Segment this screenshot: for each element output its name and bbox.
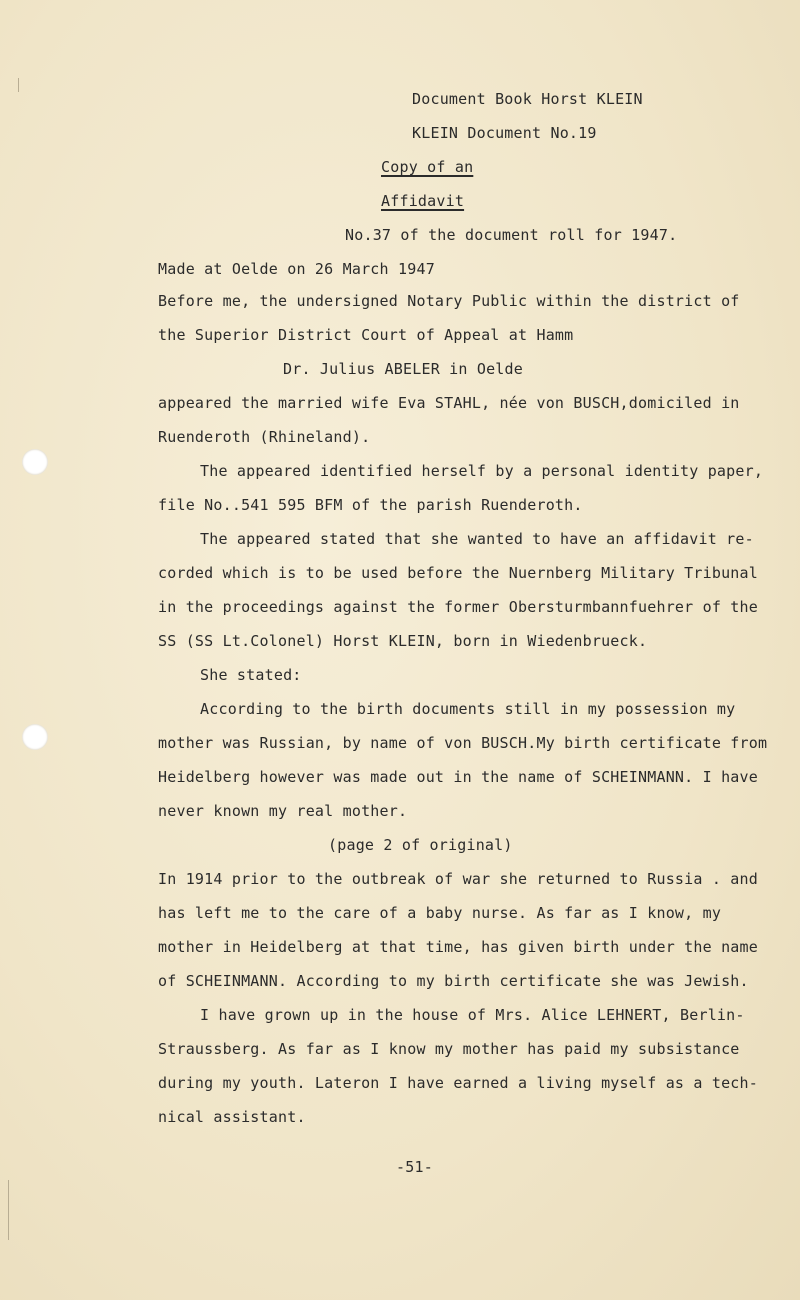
body-text: mother in Heidelberg at that time, has given birth under the name — [158, 938, 758, 956]
copy-of-heading: Copy of an — [381, 158, 474, 176]
document-roll-number: No.37 of the document roll for 1947. — [345, 226, 678, 244]
body-text: SS (SS Lt.Colonel) Horst KLEIN, born in Wiedenbrueck. — [158, 632, 648, 650]
body-text: appeared the married wife Eva STAHL, née von BUSCH,domiciled in — [158, 394, 740, 412]
document-number: KLEIN Document No.19 — [412, 124, 597, 142]
page-2-marker: (page 2 of original) — [328, 836, 513, 854]
body-text: the Superior District Court of Appeal at Hamm — [158, 326, 574, 344]
body-text: The appeared stated that she wanted to have an affidavit re- — [200, 530, 754, 548]
page-number: -51- — [396, 1158, 433, 1176]
body-text: The appeared identified herself by a personal identity paper, — [200, 462, 764, 480]
punch-hole — [22, 724, 48, 750]
punch-hole — [22, 449, 48, 475]
body-text: nical assistant. — [158, 1108, 306, 1126]
she-stated-line: She stated: — [200, 666, 302, 684]
body-text: of SCHEINMANN. According to my birth certificate she was Jewish. — [158, 972, 749, 990]
document-book-title: Document Book Horst KLEIN — [412, 90, 643, 108]
body-text: In 1914 prior to the outbreak of war she returned to Russia . and — [158, 870, 758, 888]
body-text: According to the birth documents still in my possession my — [200, 700, 736, 718]
paper-mark — [18, 78, 19, 92]
body-text: Ruenderoth (Rhineland). — [158, 428, 371, 446]
body-text: Heidelberg however was made out in the name of SCHEINMANN. I have — [158, 768, 758, 786]
body-text: I have grown up in the house of Mrs. Alice LEHNERT, Berlin- — [200, 1006, 745, 1024]
body-text: has left me to the care of a baby nurse. As far as I know, my — [158, 904, 722, 922]
paper-mark — [8, 1180, 9, 1240]
body-text: in the proceedings against the former Obersturmbannfuehrer of the — [158, 598, 758, 616]
affidavit-heading: Affidavit — [381, 192, 465, 210]
body-text: file No..541 595 BFM of the parish Ruenderoth. — [158, 496, 583, 514]
body-text: Straussberg. As far as I know my mother has paid my subsistance — [158, 1040, 740, 1058]
body-text: corded which is to be used before the Nuernberg Military Tribunal — [158, 564, 758, 582]
made-at-line: Made at Oelde on 26 March 1947 — [158, 260, 435, 278]
body-text: mother was Russian, by name of von BUSCH.My birth certificate from — [158, 734, 768, 752]
body-text: Before me, the undersigned Notary Public within the district of — [158, 292, 740, 310]
body-text: during my youth. Lateron I have earned a living myself as a tech- — [158, 1074, 758, 1092]
body-text: never known my real mother. — [158, 802, 408, 820]
notary-name: Dr. Julius ABELER in Oelde — [283, 360, 523, 378]
